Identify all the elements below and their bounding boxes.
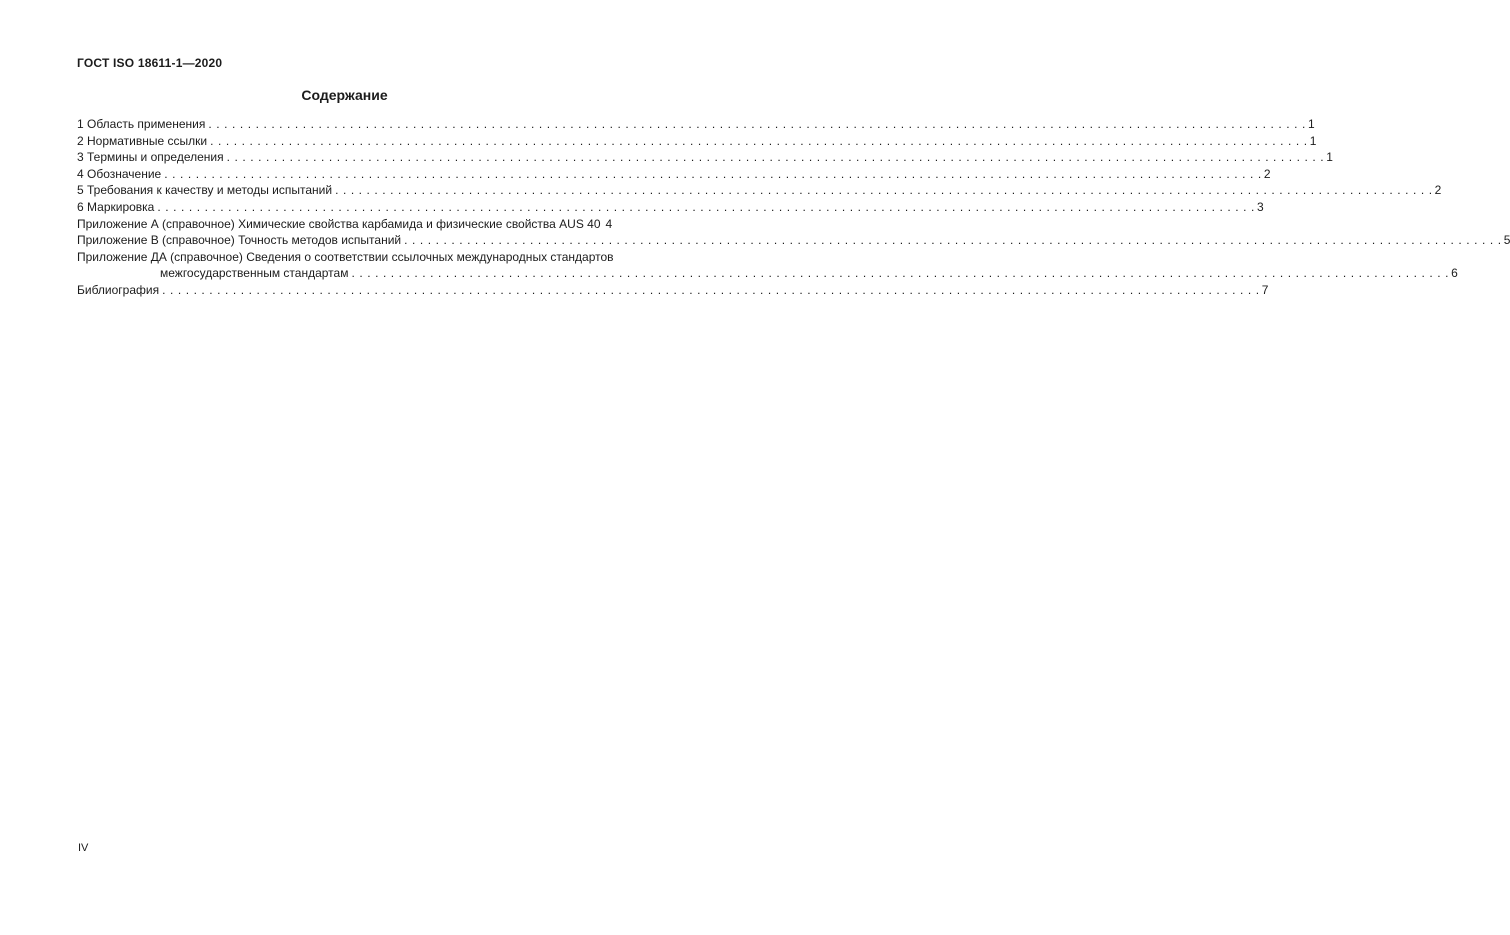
toc-page-number: 1 [1307,117,1315,131]
page-number-footer: IV [78,842,89,854]
toc-entry-label: 6 Маркировка [77,199,155,214]
dot-leader: . . . . . . . . . . . . . . . . . . . . . . . . . . . . . . . . . . . . . . . . . . . . . . . . . . . . . . . . . . . . . . . . . . . . . . . . . . . . . . . . . . . . . . . . . . . . . . . . . . . . . . . . . . . . . . . . . . . . . . . . . . . . . . . . . . . . . . . . . . . . [335,183,1433,198]
dot-leader: . . . . . . . . . . . . . . . . . . . . . . . . . . . . . . . . . . . . . . . . . . . . . . . . . . . . . . . . . . . . . . . . . . . . . . . . . . . . . . . . . . . . . . . . . . . . . . . . . . . . . . . . . . . . . . . . . . . . . . . . . . . . . . . . . . . . . . . . . . . . [210,133,1308,148]
toc-title: Содержание [301,87,388,103]
toc-entry [77,133,1317,150]
toc-entry-label: 1 Область применения [77,117,206,131]
dot-leader: . . . . . . . . . . . . . . . . . . . . . . . . . . . . . . . . . . . . . . . . . . . . . . . . . . . . . . . . . . . . . . . . . . . . . . . . . . . . . . . . . . . . . . . . . . . . . . . . . . . . . . . . . . . . . . . . . . . . . . . . . . . . . . . . . . . . . . . . . . . . [404,233,1502,248]
dot-leader: . . . . . . . . . . . . . . . . . . . . . . . . . . . . . . . . . . . . . . . . . . . . . . . . . . . . . . . . . . . . . . . . . . . . . . . . . . . . . . . . . . . . . . . . . . . . . . . . . . . . . . . . . . . . . . . . . . . . . . . . . . . . . . . . . . . . . . . . . . . . [226,150,1325,165]
toc-page-number: 7 [1261,282,1269,297]
dot-leader: . . . . . . . . . . . . . . . . . . . . . . . . . . . . . . . . . . . . . . . . . . . . . . . . . . . . . . . . . . . . . . . . . . . . . . . . . . . . . . . . . . . . . . . . . . . . . . . . . . . . . . . . . . . . . . . . . . . . . . . . . . . . . . . . . . . . . . . . . . . . [157,199,1255,214]
toc-entry [77,216,612,233]
table-of-contents [77,116,1510,299]
toc-page-number: 6 [1451,266,1458,281]
toc-entry [77,116,1315,133]
toc-entry-continuation [77,265,1458,282]
toc-entry [77,282,1269,299]
toc-entry [77,199,1264,216]
toc-entry [77,149,1333,166]
document-code-header: ГОСТ ISO 18611-1—2020 [77,56,223,70]
toc-entry-label: 5 Требования к качеству и методы испытаний [77,183,333,198]
toc-entry-label: межгосударственным стандартам [160,266,349,281]
toc-entry-label: Приложение ДА (справочное) Сведения о соответствии ссылочных международных стандартов [77,249,614,264]
toc-entry-label: 3 Термины и определения [77,150,224,165]
toc-page-number: 1 [1326,150,1333,165]
dot-leader: . . . . . . . . . . . . . . . . . . . . . . . . . . . . . . . . . . . . . . . . . . . . . . . . . . . . . . . . . . . . . . . . . . . . . . . . . . . . . . . . . . . . . . . . . . . . . . . . . . . . . . . . . . . . . . . . . . . . . . . . . . . . . . . . . . . . . . . . . . . . [162,282,1260,297]
toc-entry [77,249,612,266]
toc-page-number: 3 [1256,199,1264,214]
toc-entry-label: Библиография [77,282,160,297]
dot-leader: . . . . . . . . . . . . . . . . . . . . . . . . . . . . . . . . . . . . . . . . . . . . . . . . . . . . . . . . . . . . . . . . . . . . . . . . . . . . . . . . . . . . . . . . . . . . . . . . . . . . . . . . . . . . . . . . . . . . . . . . . . . . . . . . . . . . . . . . . . . . [351,266,1450,281]
toc-entry [77,182,1442,199]
toc-entry-label: 2 Нормативные ссылки [77,133,208,148]
toc-entry-label: Приложение В (справочное) Точность методов испытаний [77,233,402,248]
toc-page-number: 4 [605,216,613,231]
toc-page-number: 1 [1309,133,1317,148]
toc-page-number: 5 [1503,233,1510,248]
toc-entry-label: Приложение А (справочное) Химические свойства карбамида и физические свойства AUS 40 [77,216,601,231]
toc-page-number: 2 [1263,166,1271,181]
toc-entry [77,166,1271,183]
dot-leader: . . . . . . . . . . . . . . . . . . . . . . . . . . . . . . . . . . . . . . . . . . . . . . . . . . . . . . . . . . . . . . . . . . . . . . . . . . . . . . . . . . . . . . . . . . . . . . . . . . . . . . . . . . . . . . . . . . . . . . . . . . . . . . . . . . . . . . . . . . . . [208,117,1306,131]
dot-leader: . . . . . . . . . . . . . . . . . . . . . . . . . . . . . . . . . . . . . . . . . . . . . . . . . . . . . . . . . . . . . . . . . . . . . . . . . . . . . . . . . . . . . . . . . . . . . . . . . . . . . . . . . . . . . . . . . . . . . . . . . . . . . . . . . . . . . . . . . . . . [164,166,1262,181]
toc-entry-label: 4 Обозначение [77,166,162,181]
toc-page-number: 2 [1434,183,1442,198]
toc-entry [77,232,1510,249]
